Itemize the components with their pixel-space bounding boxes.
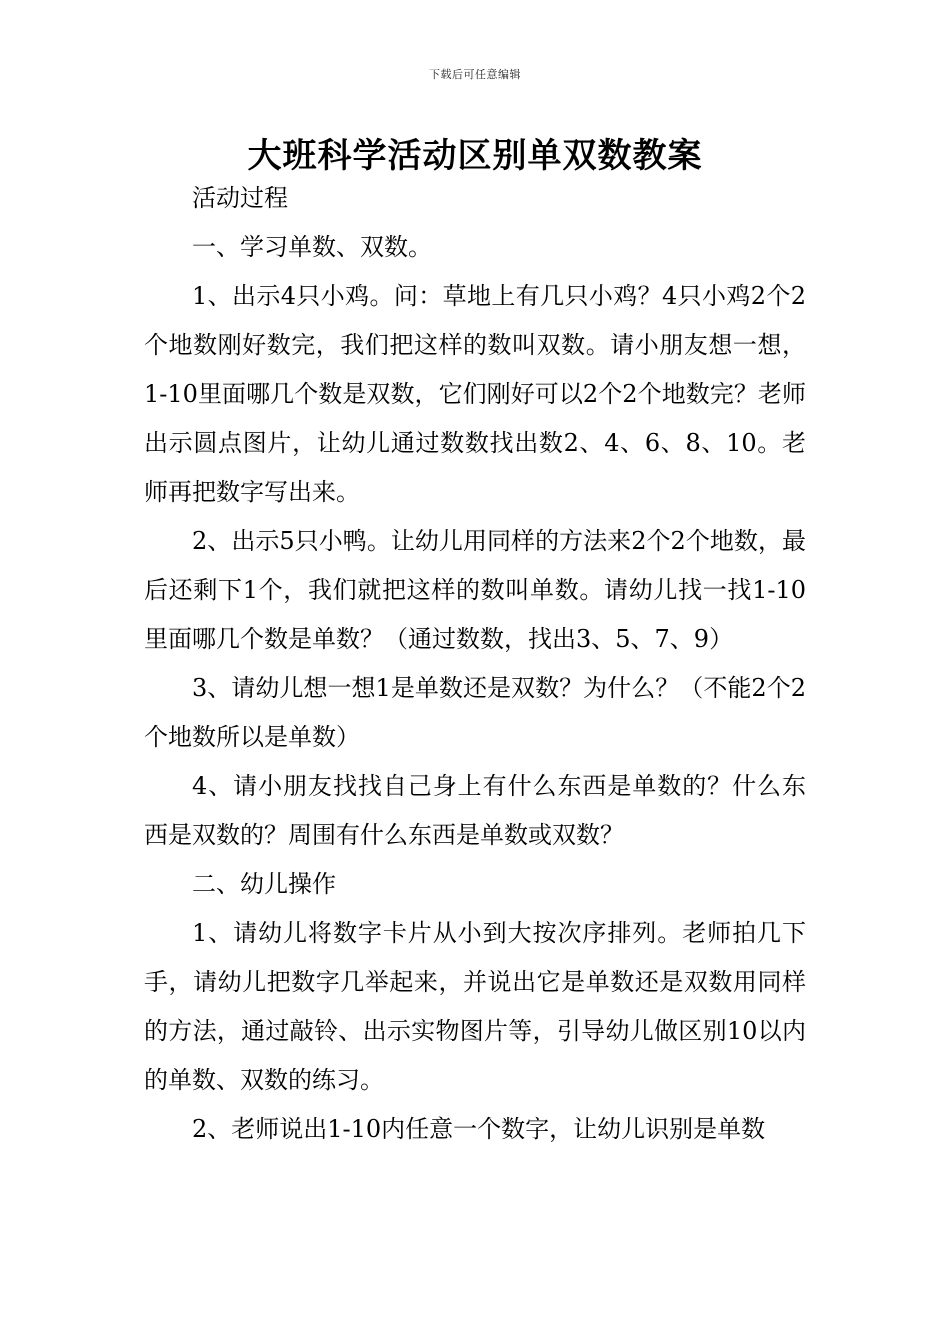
section-heading-process: 活动过程 bbox=[192, 184, 288, 212]
paragraph-operation-2: 2、老师说出1-10内任意一个数字，让幼儿识别是单数 bbox=[192, 1115, 766, 1143]
paragraph-step-3: 3、请幼儿想一想1是单数还是双数？为什么？（不能2个2个地数所以是单数） bbox=[144, 674, 806, 751]
paragraph-operation-1: 1、请幼儿将数字卡片从小到大按次序排列。老师拍几下手，请幼儿把数字几举起来，并说出它是单数还是双数用同样的方法，通过敲铃、出示实物图片等，引导幼儿做区别10以内的单数、双数的练习。 bbox=[144, 919, 806, 1094]
document-body bbox=[144, 174, 806, 1154]
paragraph-step-4: 4、请小朋友找找自己身上有什么东西是单数的？什么东西是双数的？周围有什么东西是单数或双数？ bbox=[144, 772, 806, 849]
paragraph-step-2: 2、出示5只小鸭。让幼儿用同样的方法来2个2个地数，最后还剩下1个，我们就把这样的数叫单数。请幼儿找一找1-10里面哪几个数是单数？（通过数数，找出3、5、7、9） bbox=[144, 527, 806, 653]
header-note: 下载后可任意编辑 bbox=[429, 68, 521, 81]
section-heading-2: 二、幼儿操作 bbox=[192, 870, 336, 898]
section-heading-1: 一、学习单数、双数。 bbox=[192, 233, 432, 261]
document-title: 大班科学活动区别单双数教案 bbox=[247, 136, 703, 176]
paragraph-step-1: 1、出示4只小鸡。问：草地上有几只小鸡？4只小鸡2个2个地数刚好数完，我们把这样的数叫双数。请小朋友想一想，1-10里面哪几个数是双数，它们刚好可以2个2个地数完？老师出示圆点图片，让幼儿通过数数找出数2、4、6、8、10。老师再把数字写出来。 bbox=[144, 282, 806, 506]
